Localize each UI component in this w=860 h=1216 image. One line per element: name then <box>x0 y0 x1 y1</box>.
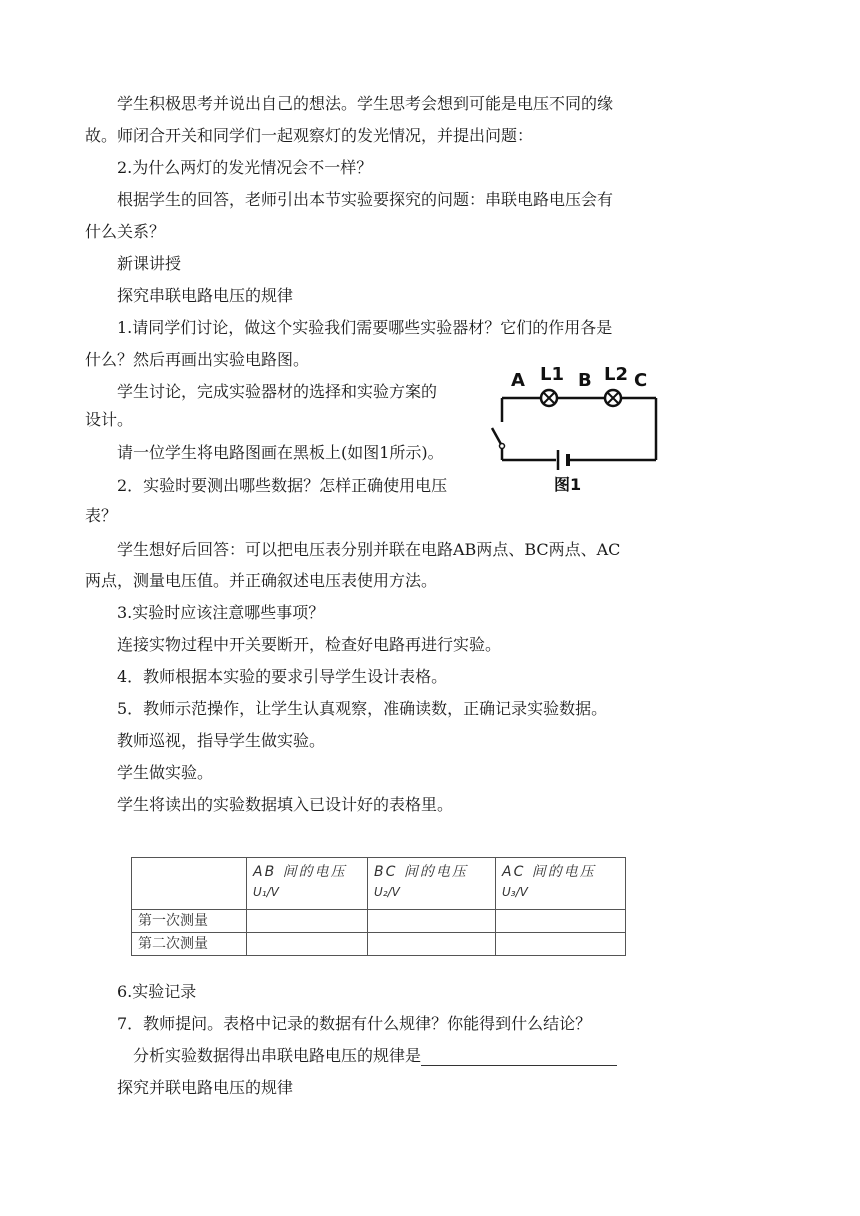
paragraph: 5．教师示范操作，让学生认真观察，准确读数，正确记录实验数据。 <box>117 699 608 718</box>
paragraph: 2.为什么两灯的发光情况会不一样？ <box>117 158 373 177</box>
conclusion-line <box>133 1046 617 1066</box>
paragraph: 学生想好后回答：可以把电压表分别并联在电路AB两点、BC两点、AC <box>117 540 621 559</box>
paragraph: 设计。 <box>85 410 134 429</box>
battery-icon <box>558 450 568 470</box>
paragraph: 学生积极思考并说出自己的想法。学生思考会想到可能是电压不同的缘 <box>117 94 614 113</box>
circuit-diagram <box>484 364 664 494</box>
paragraph: 7．教师提问。表格中记录的数据有什么规律？你能得到什么结论？ <box>117 1014 592 1033</box>
label-b: B <box>578 370 592 391</box>
table-cell <box>247 910 368 933</box>
paragraph: 两点，测量电压值。并正确叙述电压表使用方法。 <box>85 571 438 590</box>
paragraph: 分析实验数据得出串联电路电压的规律是 <box>133 1046 422 1065</box>
row-label: 第一次测量 <box>132 910 247 933</box>
table-row <box>132 910 626 933</box>
paragraph: 连接实物过程中开关要断开，检查好电路再进行实验。 <box>117 635 502 654</box>
lamp-l1-icon <box>541 390 557 406</box>
paragraph: 1.请同学们讨论，做这个实验我们需要哪些实验器材？它们的作用各是 <box>117 318 613 337</box>
table-cell <box>247 933 368 956</box>
table-cell <box>368 910 496 933</box>
section-heading: 新课讲授 <box>117 254 182 273</box>
row-label: 第二次测量 <box>132 933 247 956</box>
table-corner-cell <box>132 858 247 910</box>
paragraph: 学生讨论，完成实验器材的选择和实验方案的 <box>117 382 438 401</box>
header-unit: U₃/V <box>502 885 528 899</box>
paragraph: 3.实验时应该注意哪些事项？ <box>117 603 325 622</box>
paragraph: 教师巡视，指导学生做实验。 <box>117 731 326 750</box>
label-c: C <box>634 370 648 391</box>
table-header-cell <box>496 858 626 910</box>
paragraph: 6.实验记录 <box>117 982 197 1001</box>
table-header-row <box>132 858 626 910</box>
paragraph: 故。师闭合开关和同学们一起观察灯的发光情况，并提出问题： <box>85 126 534 145</box>
section-heading: 探究串联电路电压的规律 <box>117 286 294 305</box>
paragraph: 什么关系？ <box>85 222 166 241</box>
header-unit: U₂/V <box>374 885 400 899</box>
header-title: AC 间的电压 <box>502 864 596 880</box>
paragraph: 什么？然后再画出实验电路图。 <box>85 350 310 369</box>
paragraph: 4．教师根据本实验的要求引导学生设计表格。 <box>117 667 448 686</box>
section-heading: 探究并联电路电压的规律 <box>117 1078 294 1097</box>
label-a: A <box>511 370 525 391</box>
fill-in-blank[interactable] <box>421 1049 617 1066</box>
header-title: AB 间的电压 <box>253 864 347 880</box>
table-cell <box>496 910 626 933</box>
data-table <box>131 857 626 956</box>
paragraph: 请一位学生将电路图画在黑板上(如图1所示)。 <box>117 443 444 462</box>
paragraph: 学生做实验。 <box>117 763 214 782</box>
paragraph: 表？ <box>85 506 118 525</box>
lamp-l2-icon <box>605 390 621 406</box>
table-header-cell <box>368 858 496 910</box>
paragraph: 2．实验时要测出哪些数据？怎样正确使用电压 <box>117 476 448 495</box>
table-cell <box>496 933 626 956</box>
paragraph: 学生将读出的实验数据填入已设计好的表格里。 <box>117 795 454 814</box>
label-l1: L1 <box>540 364 564 385</box>
paragraph: 根据学生的回答，老师引出本节实验要探究的问题：串联电路电压会有 <box>117 190 614 209</box>
table-header-cell <box>247 858 368 910</box>
label-l2: L2 <box>604 364 628 385</box>
header-title: BC 间的电压 <box>374 864 468 880</box>
table-row <box>132 933 626 956</box>
figure-caption: 图1 <box>554 475 582 494</box>
header-unit: U₁/V <box>253 885 279 899</box>
table-cell <box>368 933 496 956</box>
